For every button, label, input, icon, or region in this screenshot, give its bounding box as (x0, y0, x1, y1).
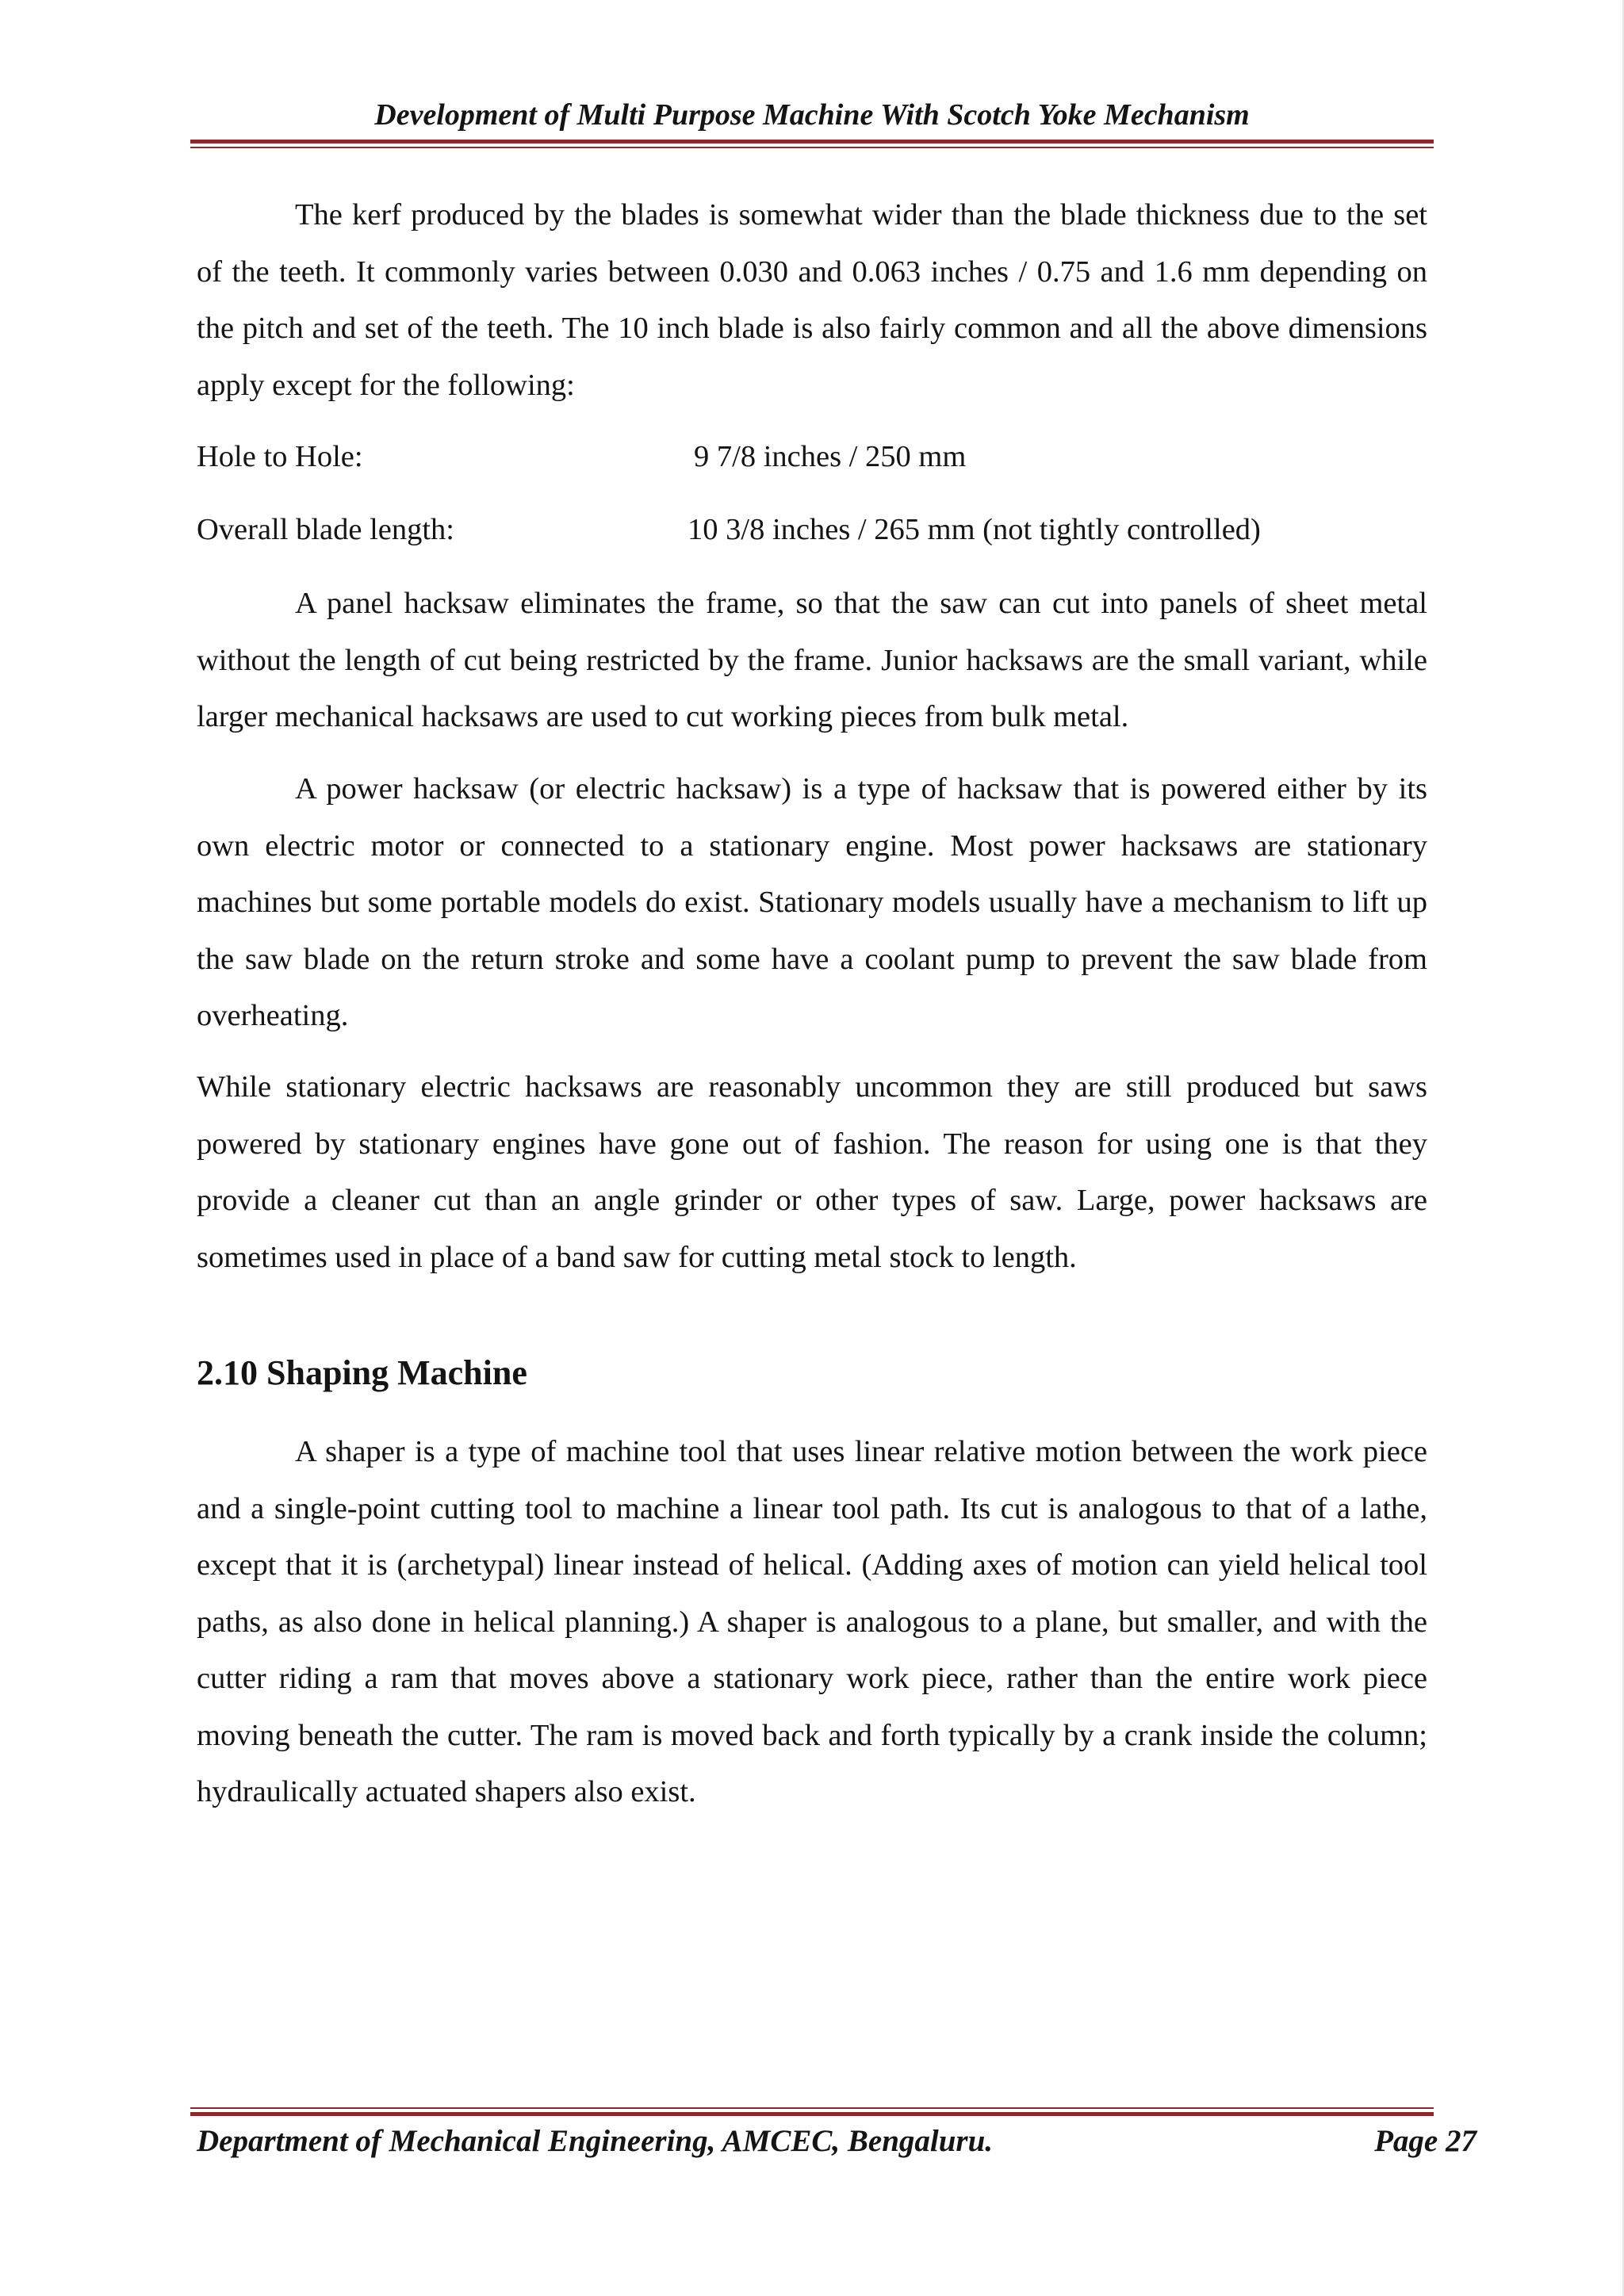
dimension-value: 10 3/8 inches / 265 mm (not tightly controlled) (688, 513, 1261, 546)
footer-rule-thick (190, 2112, 1434, 2116)
dimension-value: 9 7/8 inches / 250 mm (694, 440, 967, 473)
running-header-title: Development of Multi Purpose Machine With Scotch Yoke Mechanism (374, 98, 1250, 132)
intro-block (197, 187, 1427, 414)
stationary-hacksaw-paragraph: While stationary electric hacksaws are reasonably uncommon they are still produced but saws powered by stationary engines have gone out of fashion. The reason for using one is that they provide a cleaner cut than an angle grinder or other types of saw. Large, power hacksaws are sometimes used in place of a band saw for cutting metal stock to length. (197, 1070, 1427, 1274)
header-rule-thick (190, 140, 1434, 144)
dimension-label: Hole to Hole: (197, 440, 363, 473)
power-hacksaw-paragraph: A power hacksaw (or electric hacksaw) is a type of hacksaw that is powered either by its own electric motor or connected to a stationary engine. Most power hacksaws are stationary machines but some portable models do exist. Stationary models usually have a mechanism to lift up the saw blade on the return stroke and some have a coolant pump to prevent the saw blade from overheating. (197, 772, 1427, 1032)
footer-rule-thin (190, 2107, 1434, 2109)
intro-paragraph: The kerf produced by the blades is somewhat wider than the blade thickness due to the set of the teeth. It commonly varies between 0.030 and 0.063 inches / 0.75 and 1.6 mm depending on the pitch and set of the teeth. The 10 inch blade is also fairly common and all the above dimensions apply except for the following: (197, 198, 1427, 402)
header-rule-thin (190, 147, 1434, 148)
shaper-block (197, 1424, 1427, 1821)
power-hacksaw-block (197, 761, 1427, 1045)
footer-page-number: Page 27 (1374, 2124, 1477, 2158)
section-heading: 2.10 Shaping Machine (197, 1353, 527, 1392)
shaper-paragraph: A shaper is a type of machine tool that uses linear relative motion between the work piece and a single-point cutting tool to machine a linear tool path. Its cut is analogous to that of a lathe, except that it is (archetypal) linear instead of helical. (Adding axes of motion can yield helical tool paths, as also done in helical planning.) A shaper is analogous to a plane, but smaller, and with the cutter riding a ram that moves above a stationary work piece, rather than the entire work piece moving beneath the cutter. The ram is moved back and forth typically by a crank inside the column; hydraulically actuated shapers also exist. (197, 1435, 1427, 1808)
panel-hacksaw-block (197, 576, 1427, 746)
stationary-hacksaw-block (197, 1059, 1427, 1286)
footer-department: Department of Mechanical Engineering, AMCEC, Bengaluru. (197, 2124, 994, 2158)
dimension-label: Overall blade length: (197, 513, 454, 546)
panel-hacksaw-paragraph: A panel hacksaw eliminates the frame, so that the saw can cut into panels of sheet metal without the length of cut being restricted by the frame. Junior hacksaws are the small variant, while larger mechanical hacksaws are used to cut working pieces from bulk metal. (197, 587, 1427, 733)
